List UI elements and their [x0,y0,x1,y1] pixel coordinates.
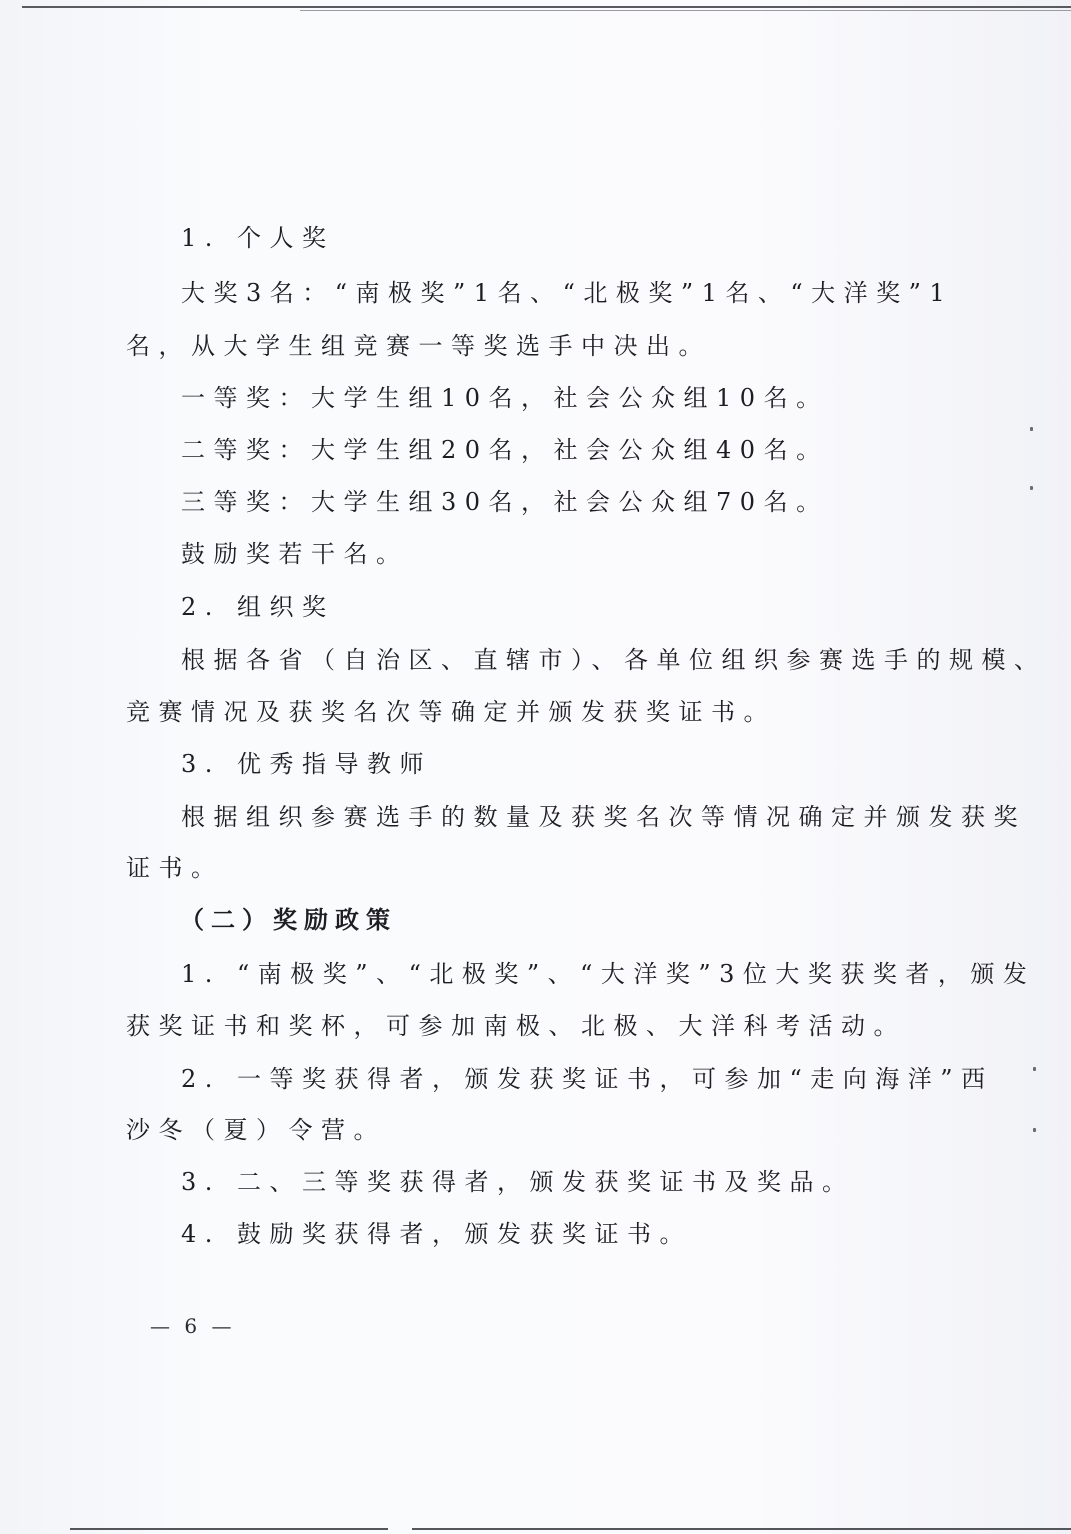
bottom-border-line-right [412,1528,1071,1530]
scan-speck [1033,1067,1036,1071]
top-border-line-secondary [300,10,1071,11]
grand-prize-line-1: 大奖3名：“南极奖”1名、“北极奖”1名、“大洋奖”1 [181,279,954,307]
third-prize-line: 三等奖：大学生组30名，社会公众组70名。 [181,488,829,516]
scan-speck [1030,486,1033,490]
heading-reward-policy: （二）奖励政策 [180,905,397,934]
policy-1-line-1: 1. “南极奖”、“北极奖”、“大洋奖”3位大奖获奖者，颁发 [181,960,1036,988]
second-prize-line: 二等奖：大学生组20名，社会公众组40名。 [181,436,829,464]
excellent-instructor-line-2: 证书。 [126,854,224,882]
policy-1-line-2: 获奖证书和奖杯，可参加南极、北极、大洋科考活动。 [126,1012,906,1040]
page-number: — 6 — [150,1314,236,1338]
policy-2-line-2: 沙冬（夏）令营。 [126,1116,386,1144]
encouragement-prize-line: 鼓励奖若干名。 [181,540,409,568]
grand-prize-line-2: 名，从大学生组竞赛一等奖选手中决出。 [126,332,711,360]
organization-award-line-1: 根据各省（自治区、直辖市）、各单位组织参赛选手的规模、 [181,646,1047,674]
scan-speck [1033,1128,1036,1132]
heading-organization-award: 2. 组织奖 [181,593,335,621]
policy-2-line-1: 2. 一等奖获得者，颁发获奖证书，可参加“走向海洋”西 [181,1065,994,1093]
heading-excellent-instructor: 3. 优秀指导教师 [181,750,433,778]
policy-4-line: 4. 鼓励奖获得者，颁发获奖证书。 [181,1220,693,1248]
organization-award-line-2: 竞赛情况及获奖名次等确定并颁发获奖证书。 [126,698,776,726]
scan-speck [1030,427,1033,431]
policy-3-line: 3. 二、三等奖获得者，颁发获奖证书及奖品。 [181,1168,855,1196]
excellent-instructor-line-1: 根据组织参赛选手的数量及获奖名次等情况确定并颁发获奖 [181,803,1026,831]
first-prize-line: 一等奖：大学生组10名，社会公众组10名。 [181,384,829,412]
top-border-line [22,6,1071,8]
heading-individual-award: 1. 个人奖 [181,224,335,252]
bottom-border-line-left [70,1528,388,1530]
